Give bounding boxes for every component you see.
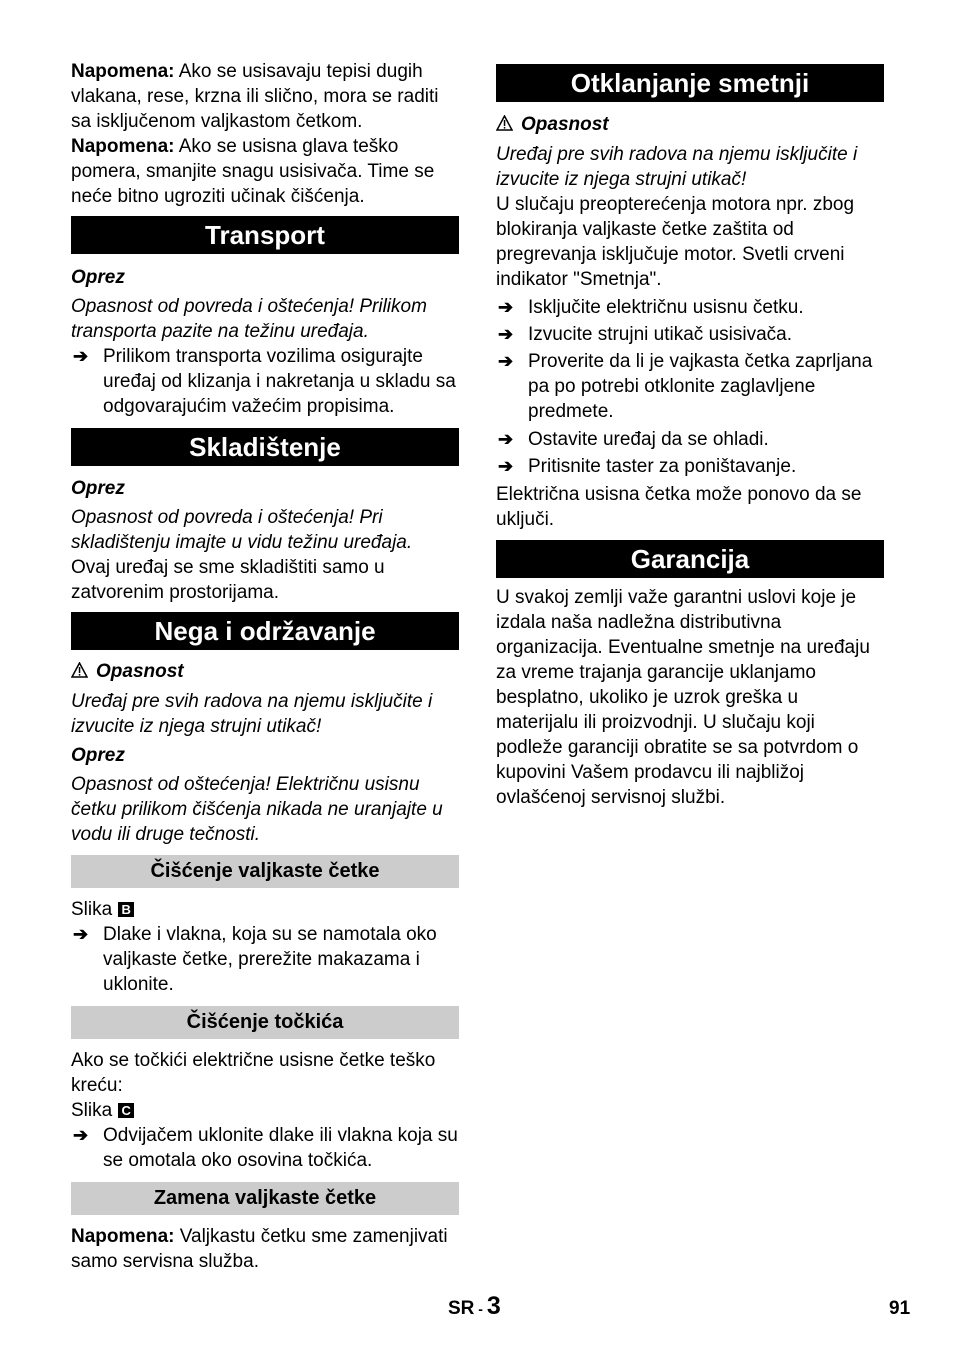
caution-text: Opasnost od povreda i oštećenja! Pri skladištenju imajte u vidu težinu uređaja.: [71, 507, 413, 553]
subsection-heading-replace: Zamena valjkaste četke: [71, 1182, 459, 1215]
caution-label: Oprez: [71, 478, 125, 499]
note-label: Napomena:: [71, 1226, 175, 1247]
note-paragraph: [71, 134, 459, 209]
note-paragraph: [71, 1224, 459, 1274]
warranty-text: U svakoj zemlji važe garantni uslovi koje je izdala naša nadležna distributivna organizacija. Eventualne smetnje na uređaju za vreme trajanja garancije uklanjamo besplatno, ukoliko je uzrok greška u materijalu ili proizvodnji. U slučaju koji podleže garanciji obratite se sa potvrdom o kupovini Vašem prodavcu ili najbližoj ovlašćenoj servisnoj službi.: [496, 587, 870, 808]
step-text: Proverite da li je vajkasta četka zaprljana pa po potrebi otklonite zaglavljene predmete.: [528, 351, 873, 422]
right-arrow-icon: ➔: [498, 351, 514, 371]
step-text: Ostavite uređaj da se ohladi.: [528, 429, 769, 450]
warning-triangle-icon: [496, 113, 513, 138]
trouble-outro: Električna usisna četka može ponovo da se uključi.: [496, 484, 862, 530]
note-label: Napomena:: [71, 61, 175, 82]
warning-triangle-icon: [71, 660, 88, 685]
note-paragraph: [71, 59, 459, 134]
right-arrow-icon: ➔: [498, 456, 514, 476]
note-text: Ako se usisavaju tepisi dugih vlakana, rese, krzna ili slično, mora se raditi sa isključenom valjkastom četkom.: [71, 61, 439, 132]
step-text: Dlake i vlakna, koja su se namotala oko valjkaste četke, prerežite makazama i uklonite.: [103, 924, 437, 995]
caution-text: Opasnost od oštećenja! Električnu usisnu četku prilikom čišćenja nikada ne uranjajte u vodu ili druge tečnosti.: [71, 774, 443, 845]
left-column: [71, 58, 459, 1274]
footer-separator: -: [474, 1301, 487, 1317]
page-number: 91: [889, 1298, 911, 1319]
right-column: [496, 64, 884, 810]
instruction-step: [496, 454, 884, 479]
section-heading-troubleshooting: Otklanjanje smetnji: [496, 64, 884, 102]
instruction-step: [496, 427, 884, 452]
note-text: Ako se usisna glava teško pomera, smanjite snagu usisivača. Time se neće bitno ugroziti učinak čišćenja.: [71, 136, 435, 207]
subsection-heading-wheels: Čišćenje točkića: [71, 1006, 459, 1039]
storage-text: Ovaj uređaj se sme skladištiti samo u zatvorenim prostorijama.: [71, 557, 385, 603]
step-text: Izvucite strujni utikač usisivača.: [528, 324, 792, 345]
instruction-step: [496, 349, 884, 424]
section-heading-storage: Skladištenje: [71, 428, 459, 466]
right-arrow-icon: ➔: [498, 429, 514, 449]
instruction-step: [71, 344, 459, 419]
step-text: Odvijačem uklonite dlake ili vlakna koja su se omotala oko osovina točkića.: [103, 1125, 458, 1171]
danger-label-text: Opasnost: [96, 661, 184, 682]
caution-label: Oprez: [71, 267, 125, 288]
danger-text: Uređaj pre svih radova na njemu isključite i izvucite iz njega strujni utikač!: [496, 144, 858, 190]
danger-label: [496, 112, 884, 138]
section-heading-transport: Transport: [71, 216, 459, 254]
danger-text: Uređaj pre svih radova na njemu isključite i izvucite iz njega strujni utikač!: [71, 691, 433, 737]
subsection-heading-roller: Čišćenje valjkaste četke: [71, 855, 459, 888]
section-heading-warranty: Garancija: [496, 540, 884, 578]
instruction-step: [496, 322, 884, 347]
step-text: Isključite električnu usisnu četku.: [528, 297, 804, 318]
instruction-step: [71, 1123, 459, 1173]
figure-letter-badge: B: [118, 902, 134, 917]
footer-section-page: 3: [486, 1292, 501, 1320]
note-text: Valjkastu četku sme zamenjivati samo servisna služba.: [71, 1226, 448, 1272]
danger-label: [71, 659, 459, 685]
caution-label: Oprez: [71, 745, 125, 766]
note-label: Napomena:: [71, 136, 175, 157]
figure-label: Slika: [71, 1100, 113, 1121]
wheels-intro: Ako se točkići električne usisne četke teško kreću:: [71, 1050, 436, 1096]
trouble-text: U slučaju preopterećenja motora npr. zbog blokiranja valjkaste četke zaštita od pregrevanja isključuje motor. Svetli crveni indikator "Smetnja".: [496, 194, 855, 290]
step-text: Prilikom transporta vozilima osigurajte uređaj od klizanja i nakretanja u skladu sa odgovarajućim važećim propisima.: [103, 346, 456, 417]
footer-lang: SR: [448, 1298, 475, 1319]
figure-label: Slika: [71, 899, 113, 920]
section-heading-care: Nega i održavanje: [71, 612, 459, 650]
right-arrow-icon: ➔: [498, 324, 514, 344]
right-arrow-icon: ➔: [498, 297, 514, 317]
instruction-step: [71, 922, 459, 997]
instruction-step: [496, 295, 884, 320]
caution-text: Opasnost od povreda i oštećenja! Prilikom transporta pazite na težinu uređaja.: [71, 296, 427, 342]
step-text: Pritisnite taster za poništavanje.: [528, 456, 797, 477]
figure-reference: [71, 897, 459, 922]
danger-label-text: Opasnost: [521, 114, 609, 135]
right-arrow-icon: ➔: [73, 346, 89, 366]
right-arrow-icon: ➔: [73, 924, 89, 944]
right-arrow-icon: ➔: [73, 1125, 89, 1145]
figure-reference: [71, 1098, 459, 1123]
figure-letter-badge: C: [118, 1103, 134, 1118]
footer-section-ref: [448, 1294, 501, 1322]
